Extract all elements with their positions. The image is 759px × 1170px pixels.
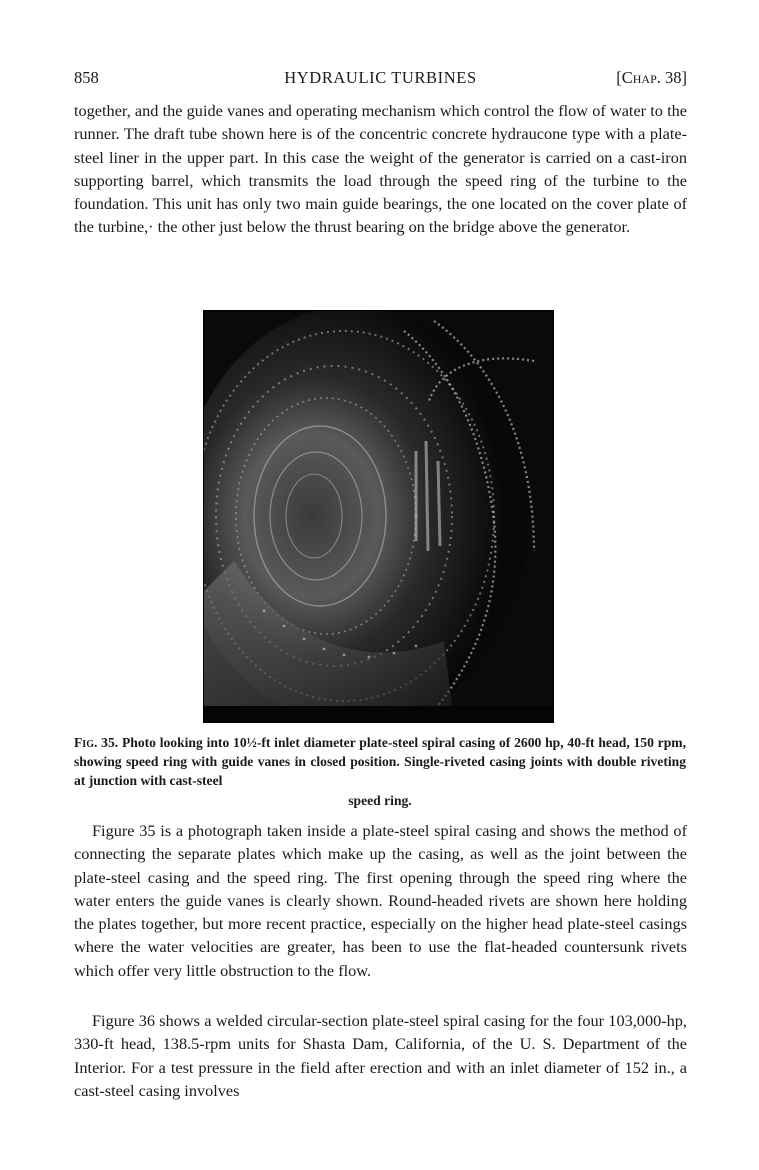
- figure-35-photo: [203, 310, 554, 723]
- figure-label: Fig. 35.: [74, 735, 119, 750]
- paragraph-continued: together, and the guide vanes and operating mechanism which control the flow of water to the runner. The draft tube shown here is of the concentric concrete hydraucone type with a plate-steel liner in the upper part. In this case the weight of the generator is carried on a cast-iron supporting barrel, which transmits the load through the speed ring of the turbine to the foundation. This unit has only two main guide bearings, the one located on the cover plate of the turbine,· the other just below the thrust bearing on the bridge above the generator.: [74, 101, 687, 237]
- caption-text: Photo looking into 10½-ft inlet diameter plate-steel spiral casing of 2600 hp, 40-ft head, 150 rpm, showing speed ring with guide vanes in closed position. Single-riveted casing joints with double riveting at junction with cast-steel: [74, 735, 686, 789]
- paragraph-figure-35: Figure 35 is a photograph taken inside a plate-steel spiral casing and shows the method of connecting the separate plates which make up the casing, as well as the joint between the plate-steel casing and the speed ring. The first opening through the speed ring where the water enters the guide vanes is clearly shown. Round-headed rivets are shown here holding the plates together, but more recent practice, especially on the higher head plate-steel casings where the water velocities are greater, has been to use the flat-headed countersunk rivets which offer very little obstruction to the flow.: [74, 821, 687, 980]
- running-title: HYDRAULIC TURBINES: [284, 68, 477, 87]
- page-number: 858: [74, 68, 99, 87]
- caption-last-line: speed ring.: [348, 792, 412, 808]
- figure-caption: [74, 733, 686, 810]
- chapter-reference: [Chap. 38]: [616, 68, 687, 87]
- running-header: [74, 68, 687, 90]
- paragraph-figure-36: Figure 36 shows a welded circular-section plate-steel spiral casing for the four 103,000-hp, 330-ft head, 138.5-rpm units for Shasta Dam, California, of the U. S. Department of the Interior. For a test pressure in the field after erection and with an inlet diameter of 152 in., a cast-steel casing involves: [74, 1011, 687, 1100]
- spiral-casing-photo: [204, 311, 553, 722]
